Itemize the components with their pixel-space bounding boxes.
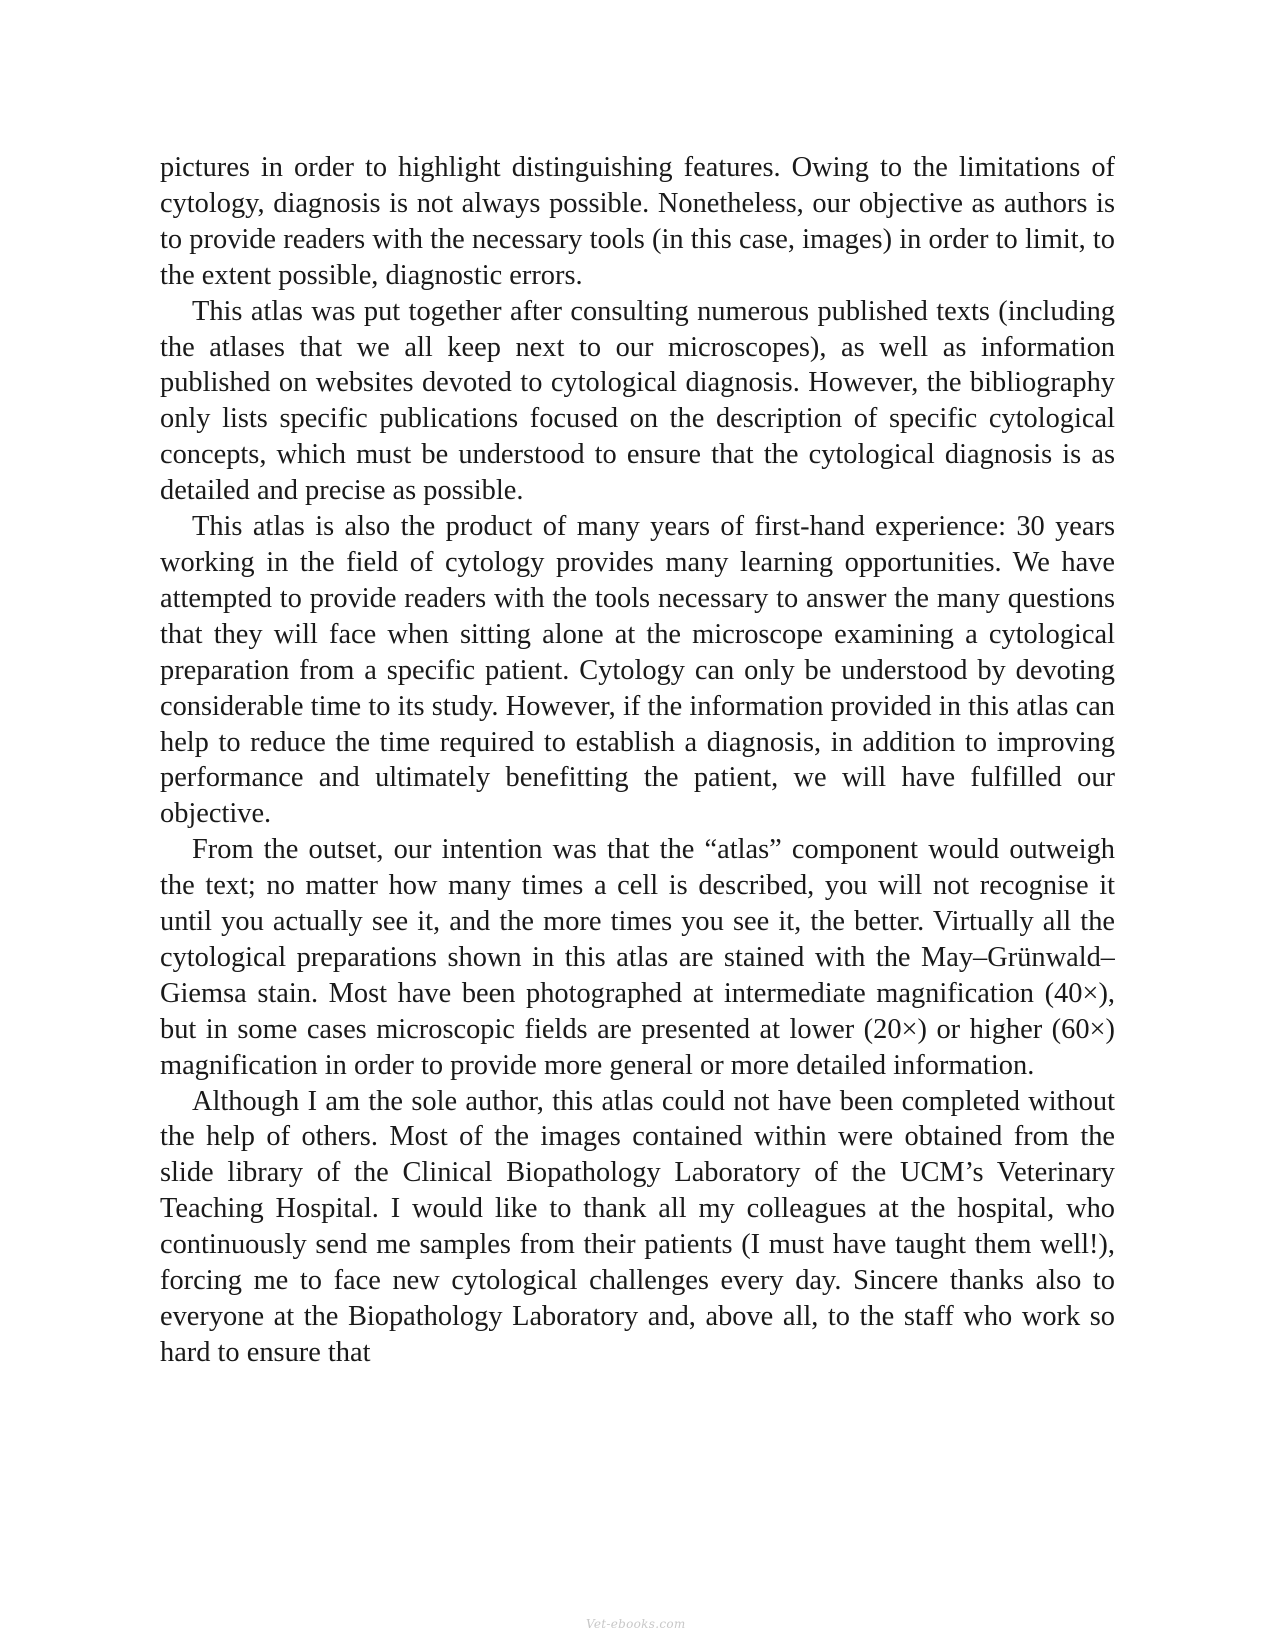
paragraph-staining: From the outset, our intention was that the “atlas” component would outweigh the text; no matter how many times a cell is described, you will not recognise it until you actually see it, and the more times you see it, the better. Virtually all the cytological preparations shown in this atlas are stained with the May–Grünwald–Giemsa stain. Most have been photographed at intermediate magnification (40×), but in some cases microscopic fields are presented at lower (20×) or higher (60×) magnification in order to provide more general or more detailed information. <box>160 834 1115 1081</box>
watermark-logo: Vet-ebooks.com <box>586 1617 686 1631</box>
paragraph-acknowledgements: Although I am the sole author, this atlas could not have been completed without the help of others. Most of the images contained within were obtained from the slide library of the Clinical Biopathology Laboratory of the UCM’s Veterinary Teaching Hospital. I would like to thank all my colleagues at the hospital, who continuously send me samples from their patients (I must have taught them well!), forcing me to face new cytological challenges every day. Sincere thanks also to everyone at the Biopathology Laboratory and, above all, to the staff who work so hard to ensure that <box>160 1085 1115 1368</box>
paragraph-sources: This atlas was put together after consulting numerous published texts (including the atlases that we all keep next to our microscopes), as well as information published on websites devoted to cytological diagnosis. However, the bibliography only lists specific publications focused on the description of specific cytological concepts, which must be understood to ensure that the cytological diagnosis is as detailed and precise as possible. <box>160 295 1115 507</box>
document-body <box>160 150 1115 1500</box>
paragraph-continuation: pictures in order to highlight distinguishing features. Owing to the limitations of cytology, diagnosis is not always possible. Nonetheless, our objective as authors is to provide readers with the necessary tools (in this case, images) in order to limit, to the extent possible, diagnostic errors. <box>160 152 1115 291</box>
paragraph-experience: This atlas is also the product of many years of first-hand experience: 30 years working in the field of cytology provides many learning opportunities. We have attempted to provide readers with the tools necessary to answer the many questions that they will face when sitting alone at the microscope examining a cytological preparation from a specific patient. Cytology can only be understood by devoting considerable time to its study. However, if the information provided in this atlas can help to reduce the time required to establish a diagnosis, in addition to improving performance and ultimately benefitting the patient, we will have fulfilled our objective. <box>160 511 1115 830</box>
